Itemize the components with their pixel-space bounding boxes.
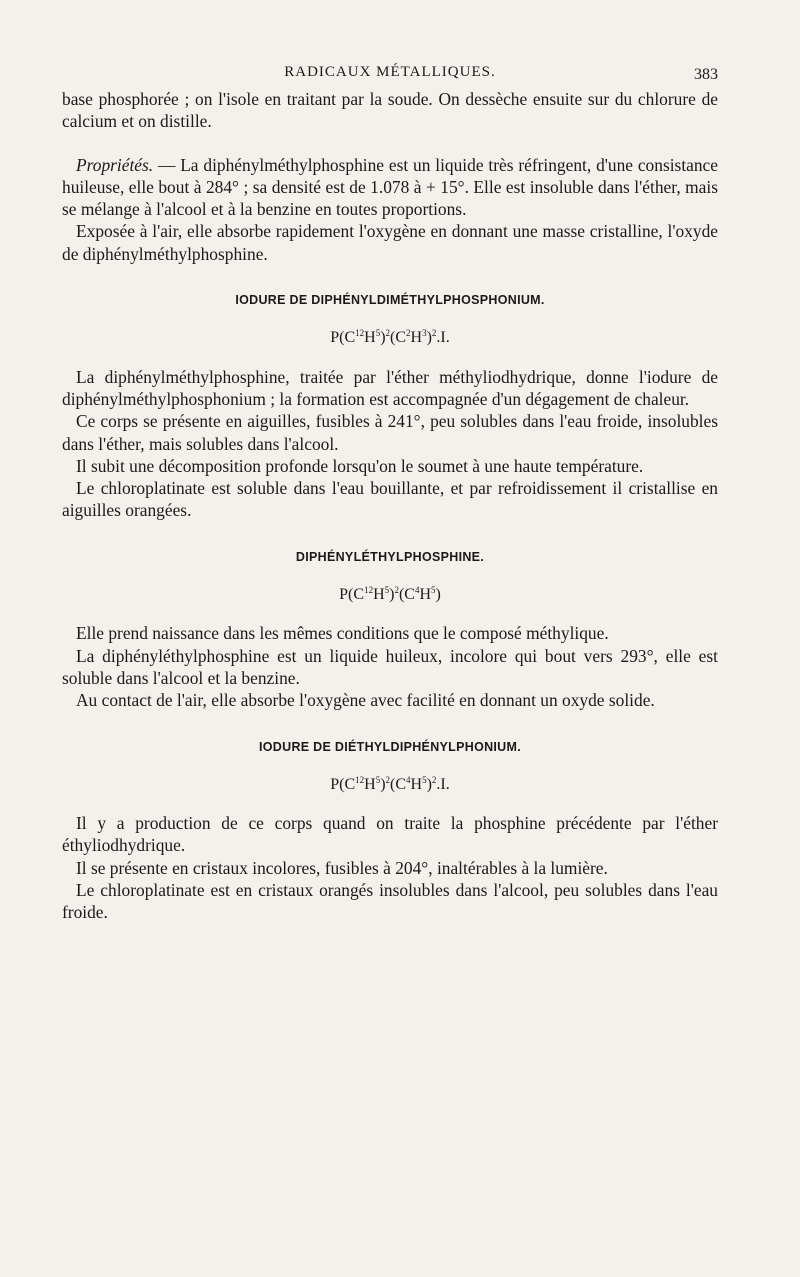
paragraph-s1-aiguilles: Ce corps se présente en aiguilles, fusibles à 241°, peu solubles dans l'eau froide, insolubles dans l'éther, mais solubles dans l'alcool. xyxy=(62,411,718,454)
formula-text: ) xyxy=(380,775,386,793)
formula-superscript: 4 xyxy=(414,585,420,596)
formula-text: H xyxy=(410,329,423,347)
paragraph-s3-production: Il y a production de ce corps quand on traite la phosphine précédente par l'éther éthyliodhydrique. xyxy=(62,813,718,856)
paragraph-air: Exposée à l'air, elle absorbe rapidement l'oxygène en donnant une masse cristalline, l'oxyde de diphénylméthylphosphine. xyxy=(62,221,718,264)
formula-text: P(C xyxy=(330,775,356,793)
formula-text: (C xyxy=(398,586,415,604)
formula-superscript: 2 xyxy=(385,774,391,785)
formula-text: H xyxy=(410,775,423,793)
body-text xyxy=(62,88,718,924)
formula-text: ) xyxy=(380,329,386,347)
running-head xyxy=(62,64,718,86)
paragraph-s2-naissance: Elle prend naissance dans les mêmes conditions que le composé méthylique. xyxy=(76,623,609,644)
paragraph-s1-formation: La diphénylméthylphosphine, traitée par l'éther méthyliodhydrique, donne l'iodure de diphénylméthylphosphonium ; la formation est accompagnée d'un dégagement de chaleur. xyxy=(62,366,718,409)
formula-superscript: 3 xyxy=(422,328,427,339)
formula-iodure-diethyl xyxy=(62,774,718,796)
formula-text: ) xyxy=(426,775,432,793)
properties-label: Propriétés. xyxy=(76,154,154,175)
paragraph-s3-chloroplatinate: Le chloroplatinate est en cristaux orangés insolubles dans l'alcool, peu solubles dans l'eau froide. xyxy=(62,880,718,923)
formula-text: H xyxy=(364,329,376,347)
paragraph-s2-contact: Au contact de l'air, elle absorbe l'oxygène avec facilité en donnant un oxyde solide. xyxy=(76,690,655,711)
formula-text: P(C xyxy=(330,329,356,347)
formula-superscript: 5 xyxy=(422,774,427,785)
paragraph-properties xyxy=(62,154,718,221)
formula-superscript: 5 xyxy=(384,585,390,596)
formula-superscript: 4 xyxy=(406,774,411,785)
formula-superscript: 5 xyxy=(375,774,381,785)
running-title: RADICAUX MÉTALLIQUES. xyxy=(284,64,496,80)
formula-text: P(C xyxy=(339,586,365,604)
formula-superscript: 5 xyxy=(375,328,381,339)
paragraph-s2-liquide: La diphényléthylphosphine est un liquide huileux, incolore qui bout vers 293°, elle est soluble dans l'alcool et la benzine. xyxy=(62,645,718,688)
formula-text: (C xyxy=(390,329,407,347)
section-title-iodure-dimethyl: IODURE DE DIPHÉNYLDIMÉTHYLPHOSPHONIUM. xyxy=(235,293,545,308)
formula-iodure-dimethyl xyxy=(62,327,718,349)
formula-superscript: 12 xyxy=(355,328,365,339)
formula-superscript: 5 xyxy=(431,585,436,596)
formula-ethylphosphine xyxy=(62,584,718,606)
formula-text: ) xyxy=(435,586,441,604)
formula-text: .I. xyxy=(436,329,450,347)
formula-text: H xyxy=(419,586,432,604)
formula-text: ) xyxy=(389,586,395,604)
formula-superscript: 12 xyxy=(364,585,374,596)
paragraph-s1-decomposition: Il subit une décomposition profonde lorsqu'on le soumet à une haute température. xyxy=(76,455,644,476)
formula-text: H xyxy=(373,586,385,604)
properties-text: — La diphénylméthylphosphine est un liquide très réfringent, d'une consistance huileuse, elle bout à 284° ; sa densité est de 1.078 à + 15°. Elle est insoluble dans l'éther, mais se mélange à l'alcool et à la benzine en toutes proportions. xyxy=(62,154,718,220)
formula-superscript: 2 xyxy=(431,328,437,339)
formula-text: .I. xyxy=(436,775,450,793)
paragraph-s3-cristaux: Il se présente en cristaux incolores, fusibles à 204°, inaltérables à la lumière. xyxy=(76,857,608,878)
formula-text: H xyxy=(364,775,376,793)
paragraph-intro: base phosphorée ; on l'isole en traitant par la soude. On dessèche ensuite sur du chlorure de calcium et on distille. xyxy=(62,89,718,132)
formula-text: (C xyxy=(390,775,407,793)
page-number: 383 xyxy=(694,66,718,83)
section-title-ethylphosphine: DIPHÉNYLÉTHYLPHOSPHINE. xyxy=(295,549,485,564)
formula-superscript: 2 xyxy=(394,585,399,596)
formula-superscript: 2 xyxy=(431,774,437,785)
formula-superscript: 12 xyxy=(355,774,365,785)
formula-superscript: 2 xyxy=(385,328,391,339)
section-title-iodure-diethyl: IODURE DE DIÉTHYLDIPHÉNYLPHONIUM. xyxy=(259,739,521,754)
paragraph-s1-chloroplatinate: Le chloroplatinate est soluble dans l'eau bouillante, et par refroidissement il cristallise en aiguilles orangées. xyxy=(62,478,718,521)
formula-text: ) xyxy=(426,329,432,347)
formula-superscript: 2 xyxy=(406,328,411,339)
